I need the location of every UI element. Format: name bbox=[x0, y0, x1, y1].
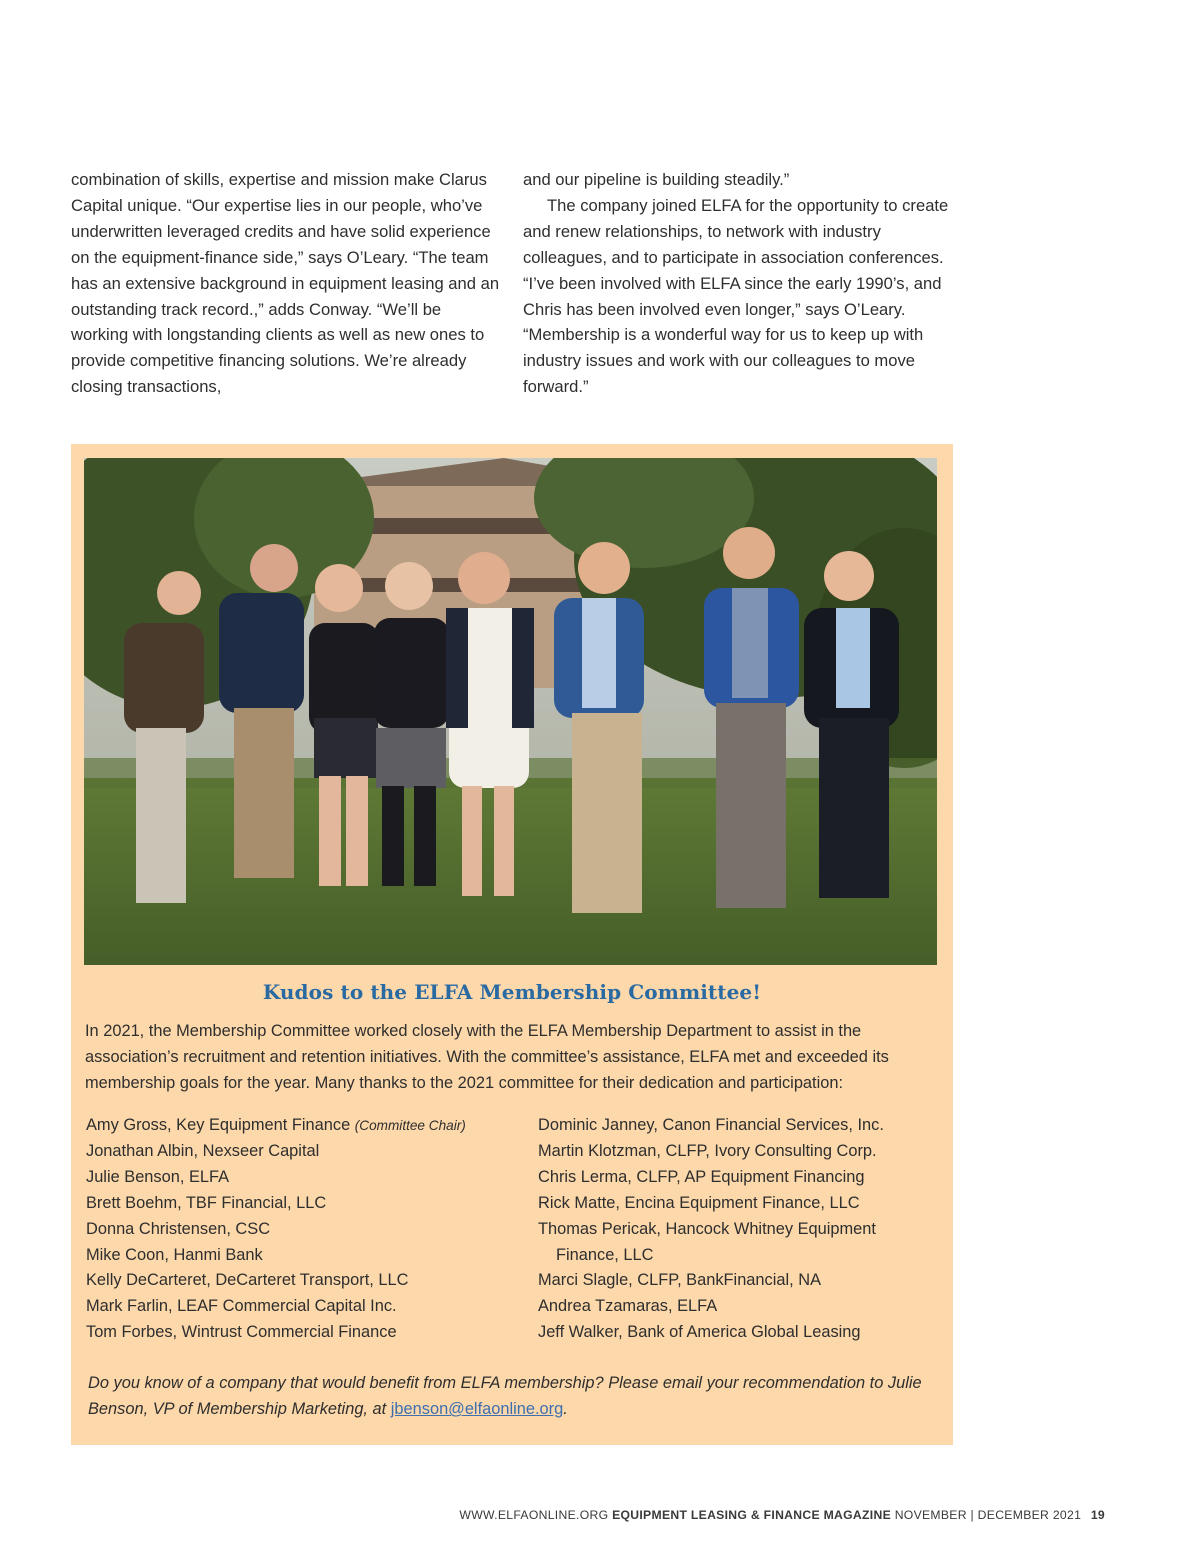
committee-member: Dominic Janney, Canon Financial Services, Inc. bbox=[538, 1116, 884, 1134]
committee-member: Kelly DeCarteret, DeCarteret Transport, LLC bbox=[86, 1271, 409, 1290]
sidebar-title: Kudos to the ELFA Membership Committee! bbox=[262, 980, 762, 1004]
committee-member: Rick Matte, Encina Equipment Finance, LLC bbox=[538, 1193, 860, 1212]
footer-magazine: EQUIPMENT LEASING & FINANCE MAGAZINE bbox=[612, 1508, 891, 1522]
committee-member: Brett Boehm, TBF Financial, LLC bbox=[86, 1193, 327, 1212]
email-link[interactable]: jbenson@elfaonline.org bbox=[390, 1400, 564, 1418]
committee-member: Thomas Pericak, Hancock Whitney Equipment Finance, LLC bbox=[538, 1219, 876, 1264]
committee-member: Mike Coon, Hanmi Bank bbox=[86, 1245, 263, 1264]
membership-committee-sidebar bbox=[71, 444, 953, 1445]
article-right-column bbox=[523, 167, 953, 400]
committee-member: Martin Klotzman, CLFP, Ivory Consulting Corp. bbox=[538, 1141, 877, 1160]
committee-member: Marci Slagle, CLFP, BankFinancial, NA bbox=[538, 1271, 822, 1290]
committee-member: Jeff Walker, Bank of America Global Leasing bbox=[538, 1323, 861, 1342]
sidebar-intro: In 2021, the Membership Committee worked closely with the ELFA Membership Department to assist in the association’s recruitment and retention initiatives. With the committee’s assistance, ELFA met and exceeded its membership goals for the year. Many thanks to the 2021 committee for their dedication and participation: bbox=[85, 1022, 889, 1092]
committee-member: Amy Gross, Key Equipment Finance (Committee Chair) bbox=[86, 1116, 466, 1134]
footer-site: WWW.ELFAONLINE.ORG bbox=[459, 1508, 609, 1522]
page-number: 19 bbox=[1090, 1508, 1105, 1522]
committee-member: Andrea Tzamaras, ELFA bbox=[538, 1297, 718, 1316]
committee-member: Tom Forbes, Wintrust Commercial Finance bbox=[86, 1323, 397, 1342]
article-left-column bbox=[71, 167, 501, 400]
group-photo-illustration bbox=[84, 458, 937, 965]
committee-member: Donna Christensen, CSC bbox=[86, 1219, 271, 1238]
sidebar-closing-note: Do you know of a company that would benefit from ELFA membership? Please email your recommendation to Julie Benson, VP of Membership Marketing, at jbenson@elfaonline.org. bbox=[88, 1374, 922, 1418]
page-footer bbox=[459, 1508, 1105, 1522]
committee-chair-note: (Committee Chair) bbox=[354, 1118, 466, 1133]
article-paragraph: and our pipeline is building steadily.” bbox=[523, 170, 790, 189]
article-paragraph: combination of skills, expertise and mission make Clarus Capital unique. “Our expertise lies in our people, who’ve underwritten leveraged credits and have solid experience on the equipment-finance side,” says O’Leary. “The team has an extensive background in equipment leasing and an outstanding track record.,” adds Conway. “We’ll be working with longstanding clients as well as new ones to provide competitive financing solutions. We’re already closing transactions, bbox=[71, 170, 500, 397]
committee-group-photo bbox=[84, 458, 937, 965]
committee-list-left bbox=[86, 1113, 526, 1346]
committee-member: Julie Benson, ELFA bbox=[86, 1167, 230, 1186]
committee-member: Jonathan Albin, Nexseer Capital bbox=[86, 1141, 320, 1160]
article-paragraph: The company joined ELFA for the opportunity to create and renew relationships, to network with industry colleagues, and to participate in association conferences. “I’ve been involved with ELFA since the early 1990’s, and Chris has been involved even longer,” says O’Leary. “Membership is a wonderful way for us to keep up with industry issues and work with our colleagues to move forward.” bbox=[523, 195, 949, 397]
committee-member: Mark Farlin, LEAF Commercial Capital Inc. bbox=[86, 1297, 397, 1316]
committee-list-right bbox=[538, 1113, 938, 1346]
committee-member: Chris Lerma, CLFP, AP Equipment Financing bbox=[538, 1167, 865, 1186]
footer-issue: NOVEMBER | DECEMBER 2021 bbox=[894, 1508, 1082, 1522]
